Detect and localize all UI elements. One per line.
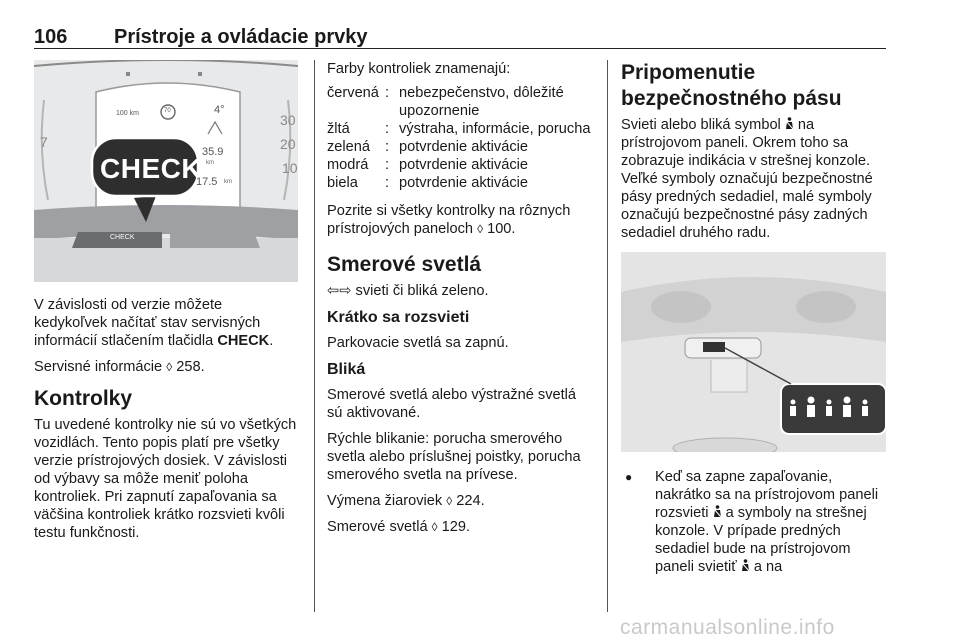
- turn-signal-paragraph: ⇦⇨ svieti či bliká zeleno.: [327, 283, 489, 299]
- kontrolky-paragraph: Tu uvedené kontrolky nie sú vo všetkých vozidlách. Tento popis platí pre všetky verzie prístrojových dosiek. V závislosti od výbavy sa môže meniť poloha kontroliek. Pri zapnutí zapaľovania sa väčšina kontroliek krátko rozsvieti kvôli testu funkčnosti.: [34, 417, 297, 541]
- page-ref[interactable]: 258.: [176, 359, 205, 375]
- check-keyword: CHECK: [217, 333, 270, 349]
- page-ref-arrow-icon: ◊: [166, 360, 173, 374]
- subheading-flashing: Bliká: [327, 361, 366, 378]
- service-info-paragraph: Servisné informácie ◊ 258.: [34, 359, 205, 375]
- section-heading-turn-signals: Smerové svetlá: [327, 253, 482, 276]
- cluster-value-1: 35.9: [202, 146, 224, 158]
- roof-console-illustration: [621, 252, 886, 452]
- instrument-cluster-figure: [34, 60, 298, 282]
- check-paragraph: V závislosti od verzie môžete kedykoľvek načítať stav servisných informácií stlačením tlačidla CHECK.: [34, 297, 274, 349]
- section-heading-kontrolky: Kontrolky: [34, 387, 133, 410]
- roof-console-figure: [621, 252, 886, 452]
- short-light-paragraph: Parkovacie svetlá sa zapnú.: [327, 335, 509, 351]
- table-row: zelená : potvrdenie aktivácie: [327, 139, 528, 155]
- fast-blink-paragraph: Rýchle blikanie: porucha smerového svetla alebo príslušnej poistky, porucha smerového svetla na prívese.: [327, 431, 581, 483]
- all-indicators-ref: Pozrite si všetky kontrolky na rôznych prístrojových paneloch ◊ 100.: [327, 203, 571, 237]
- scale-label-10: 10: [282, 160, 298, 176]
- page-ref[interactable]: 100.: [487, 221, 516, 237]
- page-ref-arrow-icon: ◊: [431, 520, 438, 534]
- table-row: biela : potvrdenie aktivácie: [327, 175, 528, 191]
- subheading-short-light: Krátko sa rozsvieti: [327, 309, 470, 326]
- cluster-speed-limit: 70: [164, 108, 171, 114]
- seatbelt-icon: [785, 117, 794, 131]
- flashing-paragraph: Smerové svetlá alebo výstražné svetlá sú aktivované.: [327, 387, 577, 421]
- cluster-value-2: 17.5: [196, 176, 218, 188]
- scale-label-20: 20: [280, 136, 296, 152]
- column-divider: [607, 60, 608, 612]
- cluster-temperature: 4°: [214, 104, 225, 116]
- turn-signal-icon: ⇦⇨: [327, 283, 352, 299]
- page-ref[interactable]: 224.: [456, 493, 485, 509]
- color-intro: Farby kontroliek znamenajú:: [327, 61, 511, 77]
- page-ref-arrow-icon: ◊: [446, 494, 453, 508]
- column-middle: [327, 60, 592, 544]
- page-ref-arrow-icon: ◊: [477, 222, 484, 236]
- check-button[interactable]: CHECK: [110, 234, 135, 241]
- table-row: žltá : výstraha, informácie, porucha: [327, 121, 591, 137]
- seatbelt-icon: [713, 505, 722, 519]
- column-right: [621, 60, 886, 576]
- page-title: Prístroje a ovládacie prvky: [114, 26, 368, 48]
- table-row: modrá : potvrdenie aktivácie: [327, 157, 528, 173]
- scale-label-30: 30: [280, 112, 296, 128]
- watermark: carmanualsonline.info: [620, 616, 835, 639]
- cluster-range: 100 km: [116, 110, 139, 117]
- check-bubble-text: CHECK: [100, 153, 203, 184]
- turn-signals-ref: Smerové svetlá ◊ 129.: [327, 519, 471, 535]
- column-divider: [314, 60, 315, 612]
- list-item: ● Keď sa zapne zapaľovanie, nakrátko sa na prístrojovom paneli rozsvieti a symboly na strešnej konzole. V prípade predných sedadiel bude na prístrojovom paneli svietiť a na: [621, 468, 886, 576]
- page-ref[interactable]: 129.: [441, 519, 471, 535]
- cluster-value-1-unit: km: [206, 160, 214, 166]
- bulb-replacement-ref: Výmena žiaroviek ◊ 224.: [327, 493, 485, 509]
- page-header: [34, 26, 886, 49]
- table-row: červená : nebezpečenstvo, dôležité upozornenie: [327, 85, 564, 119]
- column-left: [34, 60, 298, 550]
- bullet-icon: ●: [625, 470, 633, 484]
- section-heading-seatbelt-reminder: Pripomenutie bezpečnostného pásu: [621, 61, 842, 110]
- cluster-value-2-unit: km: [224, 179, 232, 185]
- seatbelt-paragraph: Svieti alebo bliká symbol na prístrojovom paneli. Okrem toho sa zobrazuje indikácia v strešnej konzole. Veľké symboly označujú bezpečnostné pásy predných sedadiel, malé symboly označujú bezpečnostné pásy zadných sedadiel druhého radu.: [621, 117, 873, 241]
- scale-label-7: 7: [40, 134, 48, 150]
- seatbelt-icon: [741, 559, 750, 573]
- color-meaning-table: [327, 84, 592, 192]
- page-number: 106: [34, 26, 68, 48]
